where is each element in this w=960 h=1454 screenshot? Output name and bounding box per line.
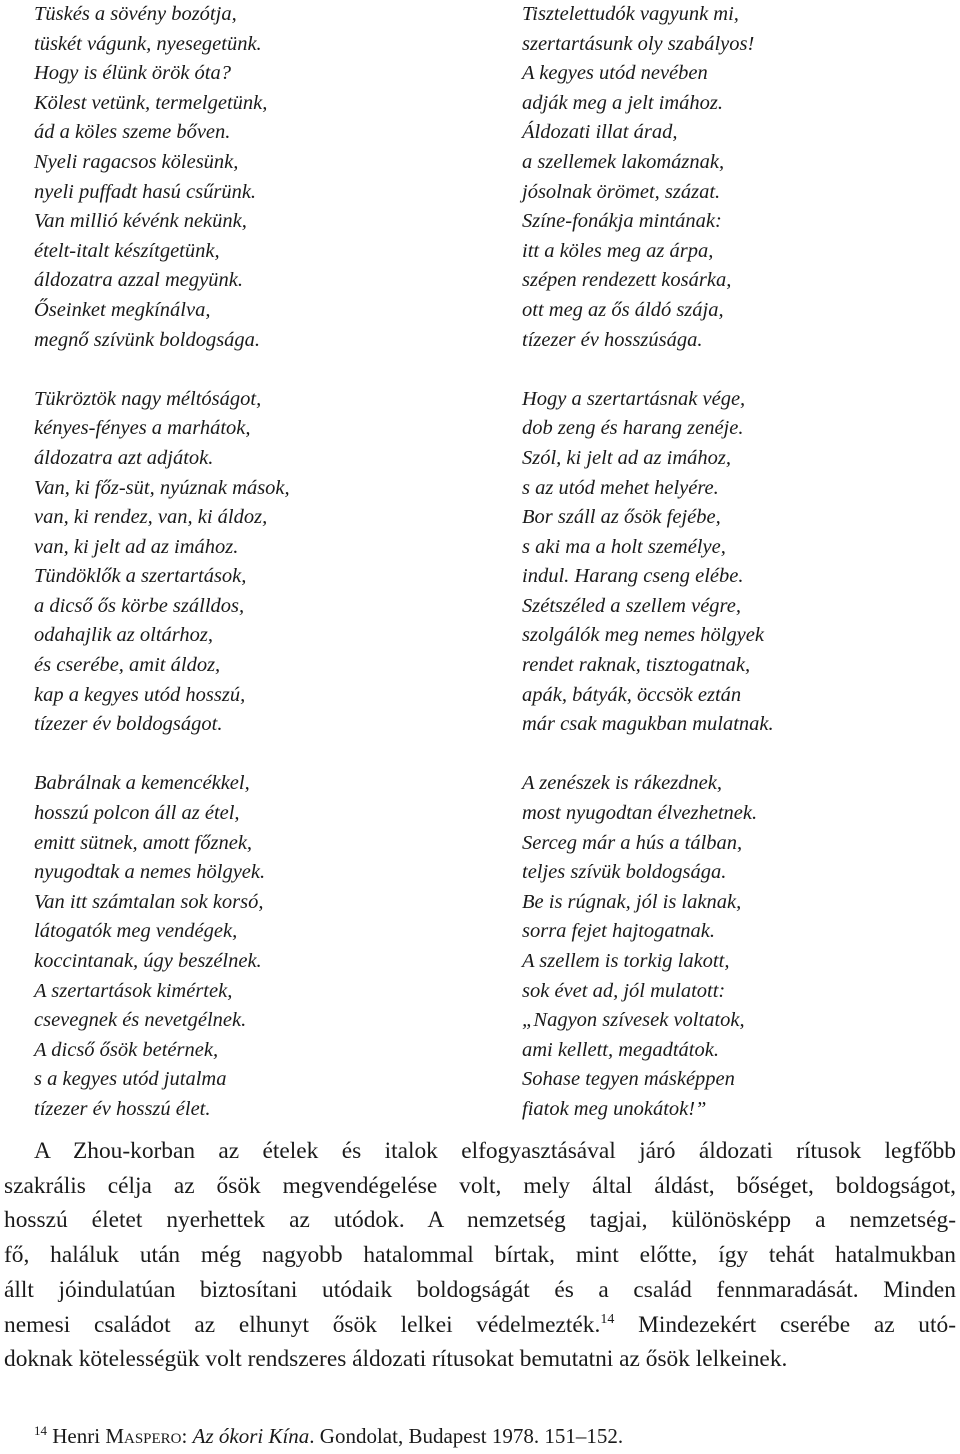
verse-line: Szól, ki jelt ad az imához, — [522, 446, 731, 469]
verse-line: Van millió kévénk nekünk, — [34, 210, 247, 233]
verse-line: ételt-italt készítgetünk, — [34, 239, 220, 262]
verse-line: s az utód mehet helyére. — [522, 476, 719, 499]
verse-line: most nyugodtan élvezhetnek. — [522, 802, 758, 825]
verse-line: a dicső ős körbe szálldos, — [34, 594, 245, 617]
verse-line: Sohase tegyen másképpen — [522, 1068, 735, 1091]
poem-stanza — [522, 385, 774, 740]
verse-line: ád a köles szeme bőven. — [34, 121, 231, 144]
verse-line: Van itt számtalan sok korsó, — [34, 890, 264, 913]
verse-line: Van, ki főz-süt, nyúznak mások, — [34, 476, 290, 499]
poem-right-column — [522, 0, 774, 1125]
verse-line: Tüskés a sövény bozótja, — [34, 3, 237, 25]
verse-line: áldozatra azt adjátok. — [34, 446, 214, 469]
footnote-book-title: Az ókori Kína — [192, 1424, 310, 1448]
verse-line: Babrálnak a kemencékkel, — [34, 772, 250, 795]
verse-line: tízezer év boldogságot. — [34, 713, 223, 736]
prose-text: Mindezekért cserébe az utó- — [614, 1311, 956, 1338]
prose-line: hosszú életet nyerhettek az utódok. A nemzetség tagjai, különösképp a nemzetség- — [4, 1207, 956, 1234]
verse-line: ott meg az ős áldó szája, — [522, 298, 724, 321]
prose-line: A Zhou-korban az ételek és italok elfogyasztásával járó áldozati rítusok legfőbb — [34, 1138, 956, 1164]
verse-line: már csak magukban mulatnak. — [522, 713, 774, 736]
verse-line: sok évet ad, jól mulatott: — [522, 979, 726, 1002]
verse-line: apák, bátyák, öccsök eztán — [522, 683, 742, 706]
verse-line: odahajlik az oltárhoz, — [34, 624, 214, 647]
verse-line: Be is rúgnak, jól is laknak, — [522, 890, 742, 913]
verse-line: Őseinket megkínálva, — [34, 298, 211, 321]
verse-line: szépen rendezett kosárka, — [522, 269, 732, 292]
verse-line: nyugodtak a nemes hölgyek. — [34, 861, 266, 884]
verse-line: adják meg a jelt imához. — [522, 91, 723, 114]
verse-line: áldozatra azzal megyünk. — [34, 269, 243, 292]
footnote-number: 14 — [34, 1423, 47, 1438]
verse-line: tízezer év hosszúsága. — [522, 328, 703, 351]
verse-line: „Nagyon szívesek voltatok, — [522, 1009, 745, 1032]
verse-line: Áldozati illat árad, — [522, 121, 678, 144]
verse-line: teljes szívük boldogsága. — [522, 861, 727, 884]
footnote-publication: . Gondolat, Budapest 1978. 151–152. — [309, 1424, 624, 1448]
verse-line: A szellem is torkig lakott, — [522, 950, 730, 972]
verse-line: indul. Harang cseng elébe. — [522, 565, 744, 588]
verse-line: Hogy a szertartásnak vége, — [522, 387, 746, 410]
verse-line: fiatok meg unokátok!” — [522, 1097, 707, 1120]
verse-line: nyeli puffadt hasú csűrünk. — [34, 180, 257, 203]
verse-line: rendet raknak, tisztogatnak, — [522, 654, 751, 677]
verse-line: A dicső ősök betérnek, — [34, 1038, 219, 1061]
verse-line: A szertartások kimértek, — [34, 979, 233, 1002]
poem-stanza — [522, 0, 774, 355]
verse-line: Tükröztök nagy méltóságot, — [34, 387, 262, 410]
verse-line: jósolnak örömet, százat. — [522, 180, 721, 203]
verse-line: csevegnek és nevetgélnek. — [34, 1009, 247, 1032]
verse-line: Színe-fonákja mintának: — [522, 210, 722, 233]
verse-line: Hogy is élünk örök óta? — [34, 62, 231, 85]
verse-line: tüskét vágunk, nyesegetünk. — [34, 32, 262, 55]
footnote-reference[interactable]: 14 — [600, 1311, 615, 1327]
verse-line: s a kegyes utód jutalma — [34, 1068, 227, 1091]
verse-line: Tisztelettudók vagyunk mi, — [522, 3, 739, 25]
prose-line: doknak kötelességük volt rendszeres áldozati rítusokat bemutatni az ősök lelkeinek. — [4, 1346, 788, 1373]
verse-line: koccintanak, úgy beszélnek. — [34, 950, 262, 972]
poem-stanza — [34, 385, 290, 740]
verse-line: Szétszéled a szellem végre, — [522, 594, 741, 617]
prose-paragraph — [4, 1134, 956, 1377]
footnote-author-last: Maspero — [105, 1424, 182, 1448]
verse-line: Tündöklők a szertartások, — [34, 565, 247, 588]
prose-line: szakrális célja az ősök megvendégelése volt, mely által áldást, bőséget, boldogságot, — [4, 1172, 956, 1199]
verse-line: van, ki rendez, van, ki áldoz, — [34, 506, 268, 529]
footnote-author-first: Henri — [52, 1424, 106, 1448]
verse-line: van, ki jelt ad az imához. — [34, 535, 239, 558]
verse-line: Nyeli ragacsos kölesünk, — [34, 150, 239, 173]
prose-line: állt jóindulatúan biztosítani utódaik boldogságát és a család fennmaradását. Minden — [4, 1276, 956, 1303]
prose-line: fő, haláluk után még nagyobb hatalommal bírtak, mint előtte, így tehát hatalmukban — [4, 1242, 956, 1269]
footnote — [34, 1422, 623, 1450]
poem-left-column — [34, 0, 290, 1125]
verse-line: ami kellett, megadtátok. — [522, 1038, 719, 1061]
verse-line: sorra fejet hajtogatnak. — [522, 920, 716, 943]
verse-line: Bor száll az ősök fejébe, — [522, 506, 721, 529]
verse-line: s aki ma a holt személye, — [522, 535, 726, 558]
verse-line: tízezer év hosszú élet. — [34, 1097, 211, 1120]
poem-stanza — [34, 0, 290, 355]
verse-line: itt a köles meg az árpa, — [522, 239, 714, 262]
verse-line: A zenészek is rákezdnek, — [522, 772, 723, 795]
verse-line: Kölest vetünk, termelgetünk, — [34, 91, 268, 114]
verse-line: emitt sütnek, amott főznek, — [34, 831, 253, 854]
verse-line: dob zeng és harang zenéje. — [522, 417, 744, 440]
verse-line: és cserébe, amit áldoz, — [34, 654, 221, 677]
verse-line: látogatók meg vendégek, — [34, 920, 238, 943]
verse-line: megnő szívünk boldogsága. — [34, 328, 261, 351]
verse-line: Serceg már a hús a tálban, — [522, 831, 743, 854]
prose-text: nemesi családot az elhunyt ősök lelkei védelmezték. — [4, 1311, 601, 1338]
poem-stanza — [34, 769, 290, 1124]
verse-line: kap a kegyes utód hosszú, — [34, 683, 246, 706]
verse-line: a szellemek lakomáznak, — [522, 150, 725, 173]
poem-stanza — [522, 769, 774, 1124]
prose-line-with-footnote-ref — [4, 1308, 956, 1343]
verse-line: kényes-fényes a marhátok, — [34, 417, 251, 440]
footnote-separator: : — [181, 1424, 193, 1448]
verse-line: hosszú polcon áll az étel, — [34, 802, 240, 825]
verse-line: szertartásunk oly szabályos! — [522, 32, 755, 55]
verse-line: A kegyes utód nevében — [522, 62, 708, 85]
verse-line: szolgálók meg nemes hölgyek — [522, 624, 764, 647]
